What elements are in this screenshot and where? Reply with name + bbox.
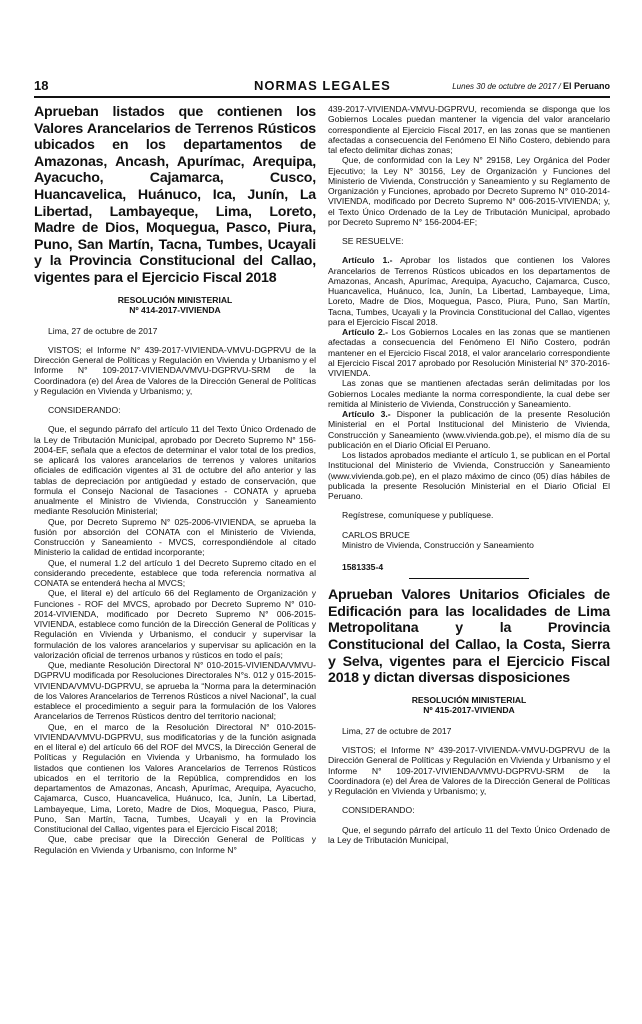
doc1-article-3-extra: Los listados aprobados mediante el artículo 1, se publican en el Portal Institucional del Ministerio de Vivienda, Construcción y Saneamiento (www.vivienda.gob.pe), en el plazo máximo de cinco (05) días hábiles de publicada la presente Resolución Ministerial en el Diario Oficial El Peruano. xyxy=(328,450,610,501)
doc1-article-3 xyxy=(328,409,610,450)
doc2-resolution-type: RESOLUCIÓN MINISTERIAL xyxy=(411,694,527,705)
doc1-considerando-paragraph: Que, el numeral 1.2 del artículo 1 del Decreto Supremo citado en el considerando precedente, establece que toda referencia normativa al CONATA se entenderá hecha al MVCS; xyxy=(34,557,316,589)
header-rule xyxy=(34,96,610,98)
publication-dateline xyxy=(452,80,610,93)
doc1-vistos: VISTOS; el Informe N° 439-2017-VIVIENDA-VMVU-DGPRVU de la Dirección General de Políticas y Regulación en Vivienda y Urbanismo y el Informe N° 109-2017-VIVIENDA/VMVU-DGPRVU-SRM de la Coordinadora (e) del Área de Valores de la Dirección General de Políticas y Regulación en Vivienda y Urbanismo; y, xyxy=(34,344,316,396)
left-column xyxy=(34,104,316,855)
doc1-considerando-paragraph: Que, de conformidad con la Ley N° 29158, Ley Orgánica del Poder Ejecutivo; la Ley N° 30156, Ley de Organización y Funciones del Ministerio de Vivienda, Construcción y Saneamiento y su Reglamento de Organización y Funciones, aprobado por Decreto Supremo N° 010-2014-VIVIENDA, modificado por Decreto Supremo N° 006-2015-VIVIENDA; y, el Texto Único Ordenado de la Ley de Tributación Municipal, aprobado por Decreto Supremo N° 156-2004-EF; xyxy=(328,155,610,227)
right-column xyxy=(328,104,610,845)
doc1-article-2 xyxy=(328,327,610,378)
doc2-considerando-label: CONSIDERANDO: xyxy=(342,805,415,816)
article-3-text: Disponer la publicación de la presente Resolución Ministerial en el Portal Institucional del Ministerio de Vivienda, Construcción y Saneamiento (www.vivienda.gob.pe), el mismo día de su publicación en el Diario Oficial El Peruano. xyxy=(328,409,611,450)
doc1-se-resuelve: SE RESUELVE: xyxy=(342,236,404,246)
page-header xyxy=(34,78,610,94)
doc1-considerando-label: CONSIDERANDO: xyxy=(48,405,121,416)
doc1-considerando-continuation: 439-2017-VIVIENDA-VMVU-DGPRVU, recomienda se disponga que los Gobiernos Locales puedan mantener la vigencia del valor arancelario correspondiente al Ejercicio Fiscal 2017, en las zonas que se mantienen afectadas a consecuencia del Fenómeno El Niño Costero, debiendo para tal efecto delimitar dichas zonas; xyxy=(328,104,610,155)
article-2-heading: Artículo 2.- xyxy=(342,327,389,337)
doc2-considerando-paragraph: Que, el segundo párrafo del artículo 11 del Texto Único Ordenado de la Ley de Tributación Municipal, xyxy=(328,824,610,845)
doc1-resolution-number: Nº 414-2017-VIVIENDA xyxy=(129,305,221,316)
doc1-place-date: Lima, 27 de octubre de 2017 xyxy=(48,325,158,336)
doc1-title: Aprueban listados que contienen los Valores Arancelarios de Terrenos Rústicos ubicados en los departamentos de Amazonas, Ancash, Apurímac, Arequipa, Ayacucho, Cajamarca, Cusco, Huancavelica, Huánuco, Ica, Junín, La Libertad, Lambayeque, Lima, Loreto, Madre de Dios, Moquegua, Pasco, Piura, Puno, San Martín, Tacna, Tumbes, Ucayali y la Provincia Constitucional del Callao, vigentes para el Ejercicio Fiscal 2018 xyxy=(34,104,316,286)
doc1-considerando-paragraph: Que, en el marco de la Resolución Directoral N° 010-2015-VIVIENDA/VMVU-DGPRVU, sus modificatorias y de la función asignada en el literal e) del artículo 66 del ROF del MVCS, la Dirección General de Políticas y Regulación en Vivienda y Urbanismo, ha formulado los listados que contienen los Valores Arancelarios de Terrenos Rústicos ubicados en el territorio de la República, comprendidos en los departamentos de Amazonas, Ancash, Apurímac, Arequipa, Ayacucho, Cajamarca, Cusco, Huancavelica, Huánuco, Ica, Junín, La Libertad, Lambayeque, Lima, Loreto, Madre de Dios, Moquegua, Pasco, Piura, Puno, San Martín, Tacna, Tumbes, Ucayali y en la Provincia Constitucional del Callao, vigentes para el Ejercicio Fiscal 2018; xyxy=(34,721,316,835)
doc1-considerando-paragraph: Que, por Decreto Supremo N° 025-2006-VIVIENDA, se aprueba la fusión por absorción del CONATA con el Ministerio de Vivienda, Construcción y Saneamiento - MVCS, correspondiéndole al citado Ministerio la calidad de entidad incorporante; xyxy=(34,516,316,558)
doc1-signature xyxy=(342,530,610,551)
doc1-considerando-paragraph: Que, el segundo párrafo del artículo 11 del Texto Único Ordenado de la Ley de Tributación Municipal, aprobado por Decreto Supremo N° 156-2004-EF, señala que a efectos de determinar el valor total de los predios, se aplicará los valores arancelarios de terrenos y valores unitarios oficiales de edificación vigentes al 31 de octubre del año anterior y las tablas de depreciación por antigüedad y estado de conservación, que formula el Consejo Nacional de Tasaciones - CONATA y aprueba anualmente el Ministro de Vivienda, Construcción y Saneamiento mediante Resolución Ministerial; xyxy=(34,424,316,517)
doc1-code: 1581335-4 xyxy=(342,562,384,572)
doc1-closing: Regístrese, comuníquese y publíquese. xyxy=(342,510,494,521)
doc1-resolution-heading xyxy=(34,295,316,316)
issue-date: Lunes 30 de octubre de 2017 / xyxy=(452,82,561,91)
doc2-place-date: Lima, 27 de octubre de 2017 xyxy=(342,725,452,736)
page-number: 18 xyxy=(34,78,49,93)
doc1-resolution-type: RESOLUCIÓN MINISTERIAL xyxy=(117,294,233,305)
article-1-heading: Artículo 1.- xyxy=(342,255,393,266)
doc1-considerando-paragraph-split: Que, cabe precisar que la Dirección General de Políticas y Regulación en Vivienda y Urbanismo, con Informe N° xyxy=(34,834,316,855)
doc1-article-2-extra: Las zonas que se mantienen afectadas serán delimitadas por los Gobiernos Locales mediante la norma correspondiente, la cual debe ser remitida al Ministerio de Vivienda, Construcción y Saneamiento. xyxy=(328,378,610,409)
doc2-vistos: VISTOS; el Informe N° 439-2017-VIVIENDA-VMVU-DGPRVU de la Dirección General de Políticas y Regulación en Vivienda y Urbanismo y el Informe N° 109-2017-VIVIENDA/VMVU-DGPRVU-SRM de la Coordinadora (e) del Área de Valores de la Dirección General de Políticas y Regulación en Vivienda y Urbanismo; y, xyxy=(328,745,610,797)
doc1-considerando-paragraph: Que, mediante Resolución Directoral N° 010-2015-VIVIENDA/VMVU-DGPRVU modificada por Resoluciones Directorales N°s. 012 y 015-2015-VIVIENDA/VMVU-DGPRVU, se aprueba la “Norma para la determinación de los Valores Arancelarios de Terrenos Rústicos a nivel Nacional”, la cual establece el procedimiento a seguir para la formulación de los Valores Arancelarios de Terrenos Rústicos dentro del territorio nacional; xyxy=(34,660,316,722)
signer-name: CARLOS BRUCE xyxy=(342,529,410,540)
article-1-text: Aprobar los listados que contienen los Valores Arancelarios de Terrenos Rústicos ubicados en los departamentos de Amazonas, Ancash, Apurímac, Arequipa, Ayacucho, Cajamarca, Cusco, Huancavelica, Huánuco, Ica, Junín, La Libertad, Lambayeque, Lima, Loreto, Madre de Dios, Moquegua, Pasco, Piura, Puno, San Martín, Tacna, Tumbes, Ucayali y la Provincia Constitucional del Callao, vigentes para el Ejercicio Fiscal 2018. xyxy=(328,255,611,327)
doc1-considerando-paragraph: Que, el literal e) del artículo 66 del Reglamento de Organización y Funciones - ROF del MVCS, aprobado por Decreto Supremo N° 010-2014-VIVIENDA, modificado por Decreto Supremo N° 006-2015-VIVIENDA, establece como función de la Dirección General de Políticas y Regulación en Vivienda y Urbanismo, el conducir y supervisar la formulación de los valores arancelarios y supervisar su aplicación en la valorización oficial de terrenos urbanos y rústicos en todo el país; xyxy=(34,588,316,660)
doc1-article-1 xyxy=(328,255,610,327)
document-separator xyxy=(409,578,529,579)
doc2-resolution-number: Nº 415-2017-VIVIENDA xyxy=(423,705,515,716)
article-2-text: Los Gobiernos Locales en las zonas que se mantienen afectadas a consecuencia del Fenómeno El Niño Costero, podrán mantener en el Ejercicio Fiscal 2018, el valor arancelario correspondiente al Ejercicio Fiscal 2017 aprobado por Resolución Ministerial N° 370-2016-VIVIENDA. xyxy=(328,327,610,378)
article-3-heading: Artículo 3.- xyxy=(342,409,391,419)
doc2-title: Aprueban Valores Unitarios Oficiales de Edificación para las localidades de Lima Metropolitana y la Provincia Constitucional del Callao, la Costa, Sierra y Selva, vigentes para el Ejercicio Fiscal 2018 y dictan diversas disposiciones xyxy=(328,587,610,687)
section-title: NORMAS LEGALES xyxy=(254,78,391,93)
doc2-resolution-heading xyxy=(328,695,610,716)
newspaper-name: El Peruano xyxy=(562,81,610,91)
signer-title: Ministro de Vivienda, Construcción y Saneamiento xyxy=(342,539,534,550)
